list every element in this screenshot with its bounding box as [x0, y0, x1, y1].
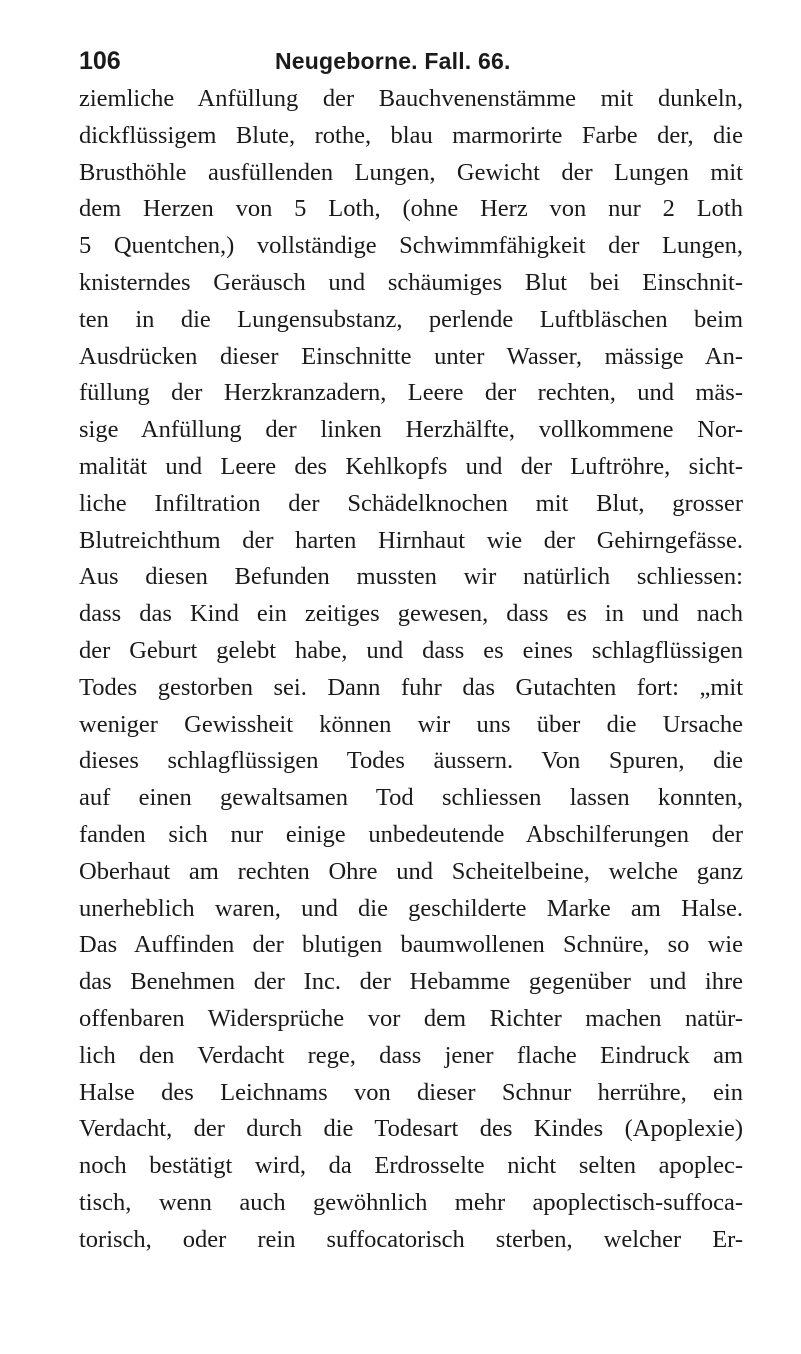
body-text — [79, 81, 743, 1259]
text-line: Aus diesen Befunden mussten wir natürlich schliessen: — [79, 563, 743, 591]
text-line: offenbaren Widersprüche vor dem Richter machen natür- — [79, 1004, 743, 1032]
text-line: weniger Gewissheit können wir uns über die Ursache — [79, 710, 743, 738]
text-line: Brusthöhle ausfüllenden Lungen, Gewicht der Lungen mit — [79, 158, 743, 186]
text-line: noch bestätigt wird, da Erdrosselte nicht selten apoplec- — [79, 1152, 743, 1180]
text-line: Ausdrücken dieser Einschnitte unter Wasser, mässige An- — [79, 342, 743, 370]
text-line: tisch, wenn auch gewöhnlich mehr apoplectisch-suffoca- — [79, 1188, 743, 1216]
text-line: ten in die Lungensubstanz, perlende Luftbläschen beim — [79, 305, 743, 333]
text-line: unerheblich waren, und die geschilderte Marke am Halse. — [79, 894, 743, 922]
text-line: sige Anfüllung der linken Herzhälfte, vollkommene Nor- — [79, 416, 743, 444]
text-line: knisterndes Geräusch und schäumiges Blut bei Einschnit- — [79, 268, 743, 296]
page-number: 106 — [79, 47, 121, 75]
text-line: dem Herzen von 5 Loth, (ohne Herz von nur 2 Loth — [79, 195, 743, 223]
text-line: liche Infiltration der Schädelknochen mit Blut, grosser — [79, 489, 743, 517]
text-line: Das Auffinden der blutigen baumwollenen Schnüre, so wie — [79, 931, 743, 959]
text-line: fanden sich nur einige unbedeutende Abschilferungen der — [79, 820, 743, 848]
text-line: das Benehmen der Inc. der Hebamme gegenüber und ihre — [79, 968, 743, 996]
text-line: malität und Leere des Kehlkopfs und der Luftröhre, sicht- — [79, 452, 743, 480]
text-line: Oberhaut am rechten Ohre und Scheitelbeine, welche ganz — [79, 857, 743, 885]
running-title: Neugeborne. Fall. 66. — [275, 48, 511, 74]
text-line: Verdacht, der durch die Todesart des Kindes (Apoplexie) — [79, 1115, 743, 1143]
text-line: lich den Verdacht rege, dass jener flache Eindruck am — [79, 1041, 743, 1069]
text-line: ziemliche Anfüllung der Bauchvenenstämme mit dunkeln, — [79, 85, 743, 112]
text-line: dass das Kind ein zeitiges gewesen, dass es in und nach — [79, 600, 743, 628]
text-line: torisch, oder rein suffocatorisch sterben, welcher Er- — [79, 1225, 743, 1253]
text-line: dickflüssigem Blute, rothe, blau marmorirte Farbe der, die — [79, 121, 743, 149]
text-line: Halse des Leichnams von dieser Schnur herrühre, ein — [79, 1078, 743, 1106]
text-line: Blutreichthum der harten Hirnhaut wie der Gehirngefässe. — [79, 526, 743, 554]
text-line: der Geburt gelebt habe, und dass es eines schlagflüssigen — [79, 636, 743, 664]
text-line: auf einen gewaltsamen Tod schliessen lassen konnten, — [79, 784, 743, 812]
text-line: dieses schlagflüssigen Todes äussern. Von Spuren, die — [79, 747, 743, 775]
text-line: füllung der Herzkranzadern, Leere der rechten, und mäs- — [79, 379, 743, 407]
page-header — [79, 44, 739, 78]
text-line: 5 Quentchen,) vollständige Schwimmfähigkeit der Lungen, — [79, 232, 743, 260]
text-line: Todes gestorben sei. Dann fuhr das Gutachten fort: „mit — [79, 673, 743, 701]
